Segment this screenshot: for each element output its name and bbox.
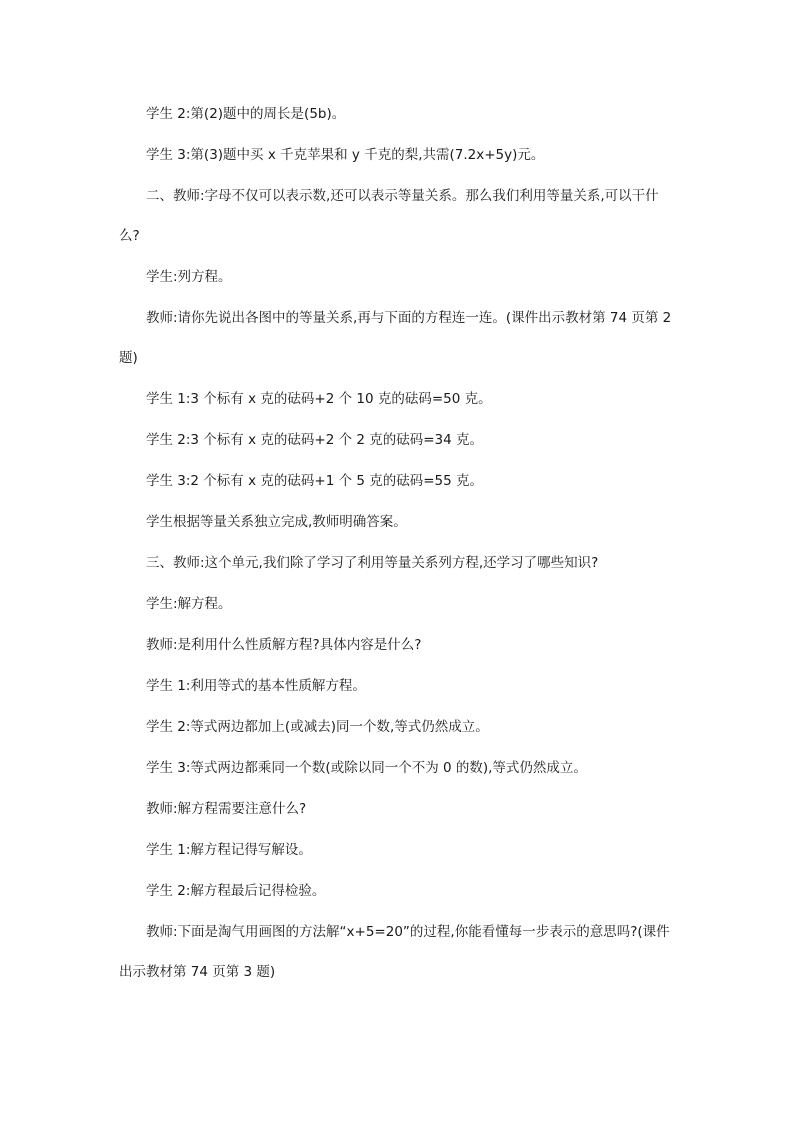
- paragraph-3: 二、教师:字母不仅可以表示数,还可以表示等量关系。那么我们利用等量关系,可以干什么?: [119, 188, 659, 244]
- paragraph-8: 学生 3:2 个标有 x 克的砝码+1 个 5 克的砝码=55 克。: [146, 473, 484, 489]
- paragraph-14: 学生 2:等式两边都加上(或减去)同一个数,等式仍然成立。: [146, 719, 489, 735]
- paragraph-2: 学生 3:第(3)题中买 x 千克苹果和 y 千克的梨,共需(7.2x+5y)元。: [146, 147, 545, 163]
- paragraph-7: 学生 2:3 个标有 x 克的砝码+2 个 2 克的砝码=34 克。: [146, 432, 484, 448]
- paragraph-15: 学生 3:等式两边都乘同一个数(或除以同一个不为 0 的数),等式仍然成立。: [146, 760, 587, 776]
- paragraph-18: 学生 2:解方程最后记得检验。: [146, 883, 326, 899]
- paragraph-10: 三、教师:这个单元,我们除了学习了利用等量关系列方程,还学习了哪些知识?: [146, 555, 599, 571]
- paragraph-1: 学生 2:第(2)题中的周长是(5b)。: [146, 106, 346, 122]
- paragraph-12: 教师:是利用什么性质解方程?具体内容是什么?: [146, 637, 422, 653]
- paragraph-16: 教师:解方程需要注意什么?: [146, 801, 307, 817]
- paragraph-5: 教师:请你先说出各图中的等量关系,再与下面的方程连一连。(课件出示教材第 74 页第 2 题): [119, 310, 672, 366]
- paragraph-19: 教师:下面是淘气用画图的方法解“x+5=20”的过程,你能看懂每一步表示的意思吗?(课件出示教材第 74 页第 3 题): [119, 924, 670, 980]
- paragraph-6: 学生 1:3 个标有 x 克的砝码+2 个 10 克的砝码=50 克。: [146, 391, 492, 407]
- paragraph-13: 学生 1:利用等式的基本性质解方程。: [146, 678, 366, 694]
- paragraph-4: 学生:列方程。: [146, 269, 232, 285]
- paragraph-17: 学生 1:解方程记得写解设。: [146, 842, 312, 858]
- paragraph-9: 学生根据等量关系独立完成,教师明确答案。: [146, 514, 407, 530]
- paragraph-11: 学生:解方程。: [146, 596, 232, 612]
- document-body: [119, 104, 679, 1003]
